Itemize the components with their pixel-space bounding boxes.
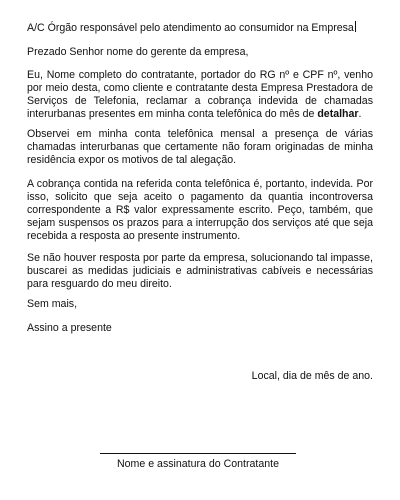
signature-line (100, 453, 296, 454)
text-cursor (355, 21, 356, 32)
letter-sign-off: Assino a presente (27, 322, 112, 334)
letter-closing: Sem mais, (27, 298, 78, 310)
paragraph-complaint-text: Eu, Nome completo do contratante, portador do RG nº e CPF nº, venho por meio desta, como cliente e contratante desta Empresa Prestadora de Serviços de Telefonia, reclamar a cobrança indevida de chamadas interurbanas presentes em minha conta telefônica do mês de (27, 69, 373, 120)
place-date: Local, dia de mês de ano. (251, 370, 373, 382)
paragraph-observation: Observei em minha conta telefônica mensal a presença de várias chamadas interurbanas que certamente não foram originadas de minha residência expor os motivos de tal alegação. (27, 128, 373, 166)
paragraph-request: A cobrança contida na referida conta telefônica é, portanto, indevida. Por isso, solicito que seja aceito o pagamento da quantia incontroversa correspondente a R$ valor expressamente escrito. Peço, também, que sejam suspensos os prazos para a interrupção dos serviços até que seja recebida a resposta ao presente instrumento. (27, 178, 373, 242)
signature-label: Nome e assinatura do Contratante (117, 458, 279, 470)
paragraph-complaint-bold: detalhar (317, 108, 359, 120)
paragraph-complaint (27, 69, 373, 121)
letter-header (27, 21, 373, 35)
letter-header-text: A/C Órgão responsável pelo atendimento ao consumidor na Empresa (27, 22, 354, 34)
letter-greeting: Prezado Senhor nome do gerente da empresa, (27, 46, 249, 58)
paragraph-complaint-end: . (358, 108, 362, 120)
paragraph-warning: Se não houver resposta por parte da empresa, solucionando tal impasse, buscarei as medidas judiciais e administrativas cabíveis e necessárias para resguardo do meu direito. (27, 252, 373, 290)
